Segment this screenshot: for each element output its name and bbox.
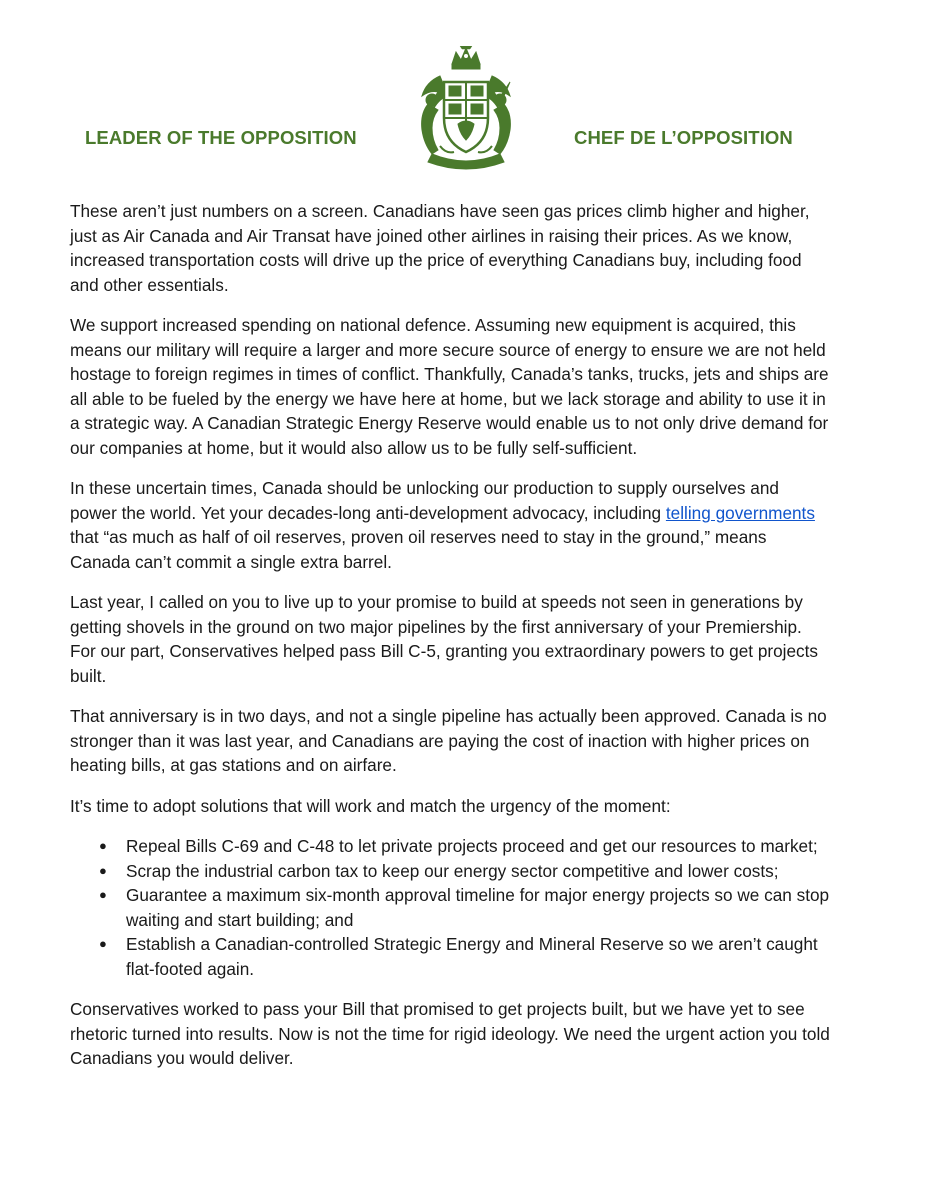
letterhead-title-french: CHEF DE L’OPPOSITION	[574, 127, 793, 148]
list-item: ● Repeal Bills C-69 and C-48 to let private projects proceed and get our resources to market;	[126, 834, 830, 859]
paragraph-text: In these uncertain times, Canada should be unlocking our production to supply ourselves and power the world. Yet your decades-long anti-development advocacy, including	[70, 478, 779, 523]
paragraph-anniversary: That anniversary is in two days, and not a single pipeline has actually been approved. Canada is no stronger than it was last year, and Canadians are paying the cost of inaction with higher prices on heating bills, at gas stations and on airfare.	[70, 706, 827, 775]
list-item: ● Guarantee a maximum six-month approval timeline for major energy projects so we can stop waiting and start building; and	[126, 883, 830, 932]
telling-governments-link[interactable]: telling governments	[665, 502, 815, 523]
coat-of-arms-icon	[410, 46, 522, 174]
paragraph-uncertain-times	[70, 476, 830, 574]
letterhead-title-english: LEADER OF THE OPPOSITION	[85, 127, 357, 148]
list-item: ● Establish a Canadian-controlled Strategic Energy and Mineral Reserve so we aren’t caught flat-footed again.	[126, 932, 830, 981]
paragraph-solutions-intro: It’s time to adopt solutions that will work and match the urgency of the moment:	[70, 795, 671, 816]
letter-body	[70, 199, 830, 1087]
list-item: ● Scrap the industrial carbon tax to keep our energy sector competitive and lower costs;	[126, 859, 830, 884]
letterhead	[0, 0, 928, 180]
paragraph-closing: Conservatives worked to pass your Bill that promised to get projects built, but we have yet to see rhetoric turned into results. Now is not the time for rigid ideology. We need the urgent action you told Canadians you would deliver.	[70, 999, 830, 1068]
solutions-list	[70, 834, 830, 981]
paragraph-defence: We support increased spending on national defence. Assuming new equipment is acquired, this means our military will require a larger and more secure source of energy to ensure we are not held hostage to foreign regimes in times of conflict. Thankfully, Canada’s tanks, trucks, jets and ships are all able to be fueled by the energy we have here at home, but we lack storage and ability to use it in a strategic way. A Canadian Strategic Energy Reserve would enable us to not only drive demand for our companies at home, but it would also allow us to be fully self-sufficient.	[70, 315, 829, 458]
paragraph-last-year: Last year, I called on you to live up to your promise to build at speeds not seen in generations by getting shovels in the ground on two major pipelines by the first anniversary of your Premiership. For our part, Conservatives helped pass Bill C-5, granting you extraordinary powers to get projects built.	[70, 592, 819, 686]
paragraph-prices: These aren’t just numbers on a screen. Canadians have seen gas prices climb higher and higher, just as Air Canada and Air Transat have joined other airlines in raising their prices. As we know, increased transportation costs will drive up the price of everything Canadians buy, including food and other essentials.	[70, 201, 810, 295]
paragraph-text: that “as much as half of oil reserves, proven oil reserves need to stay in the ground,” means Canada can’t commit a single extra barrel.	[70, 527, 767, 572]
